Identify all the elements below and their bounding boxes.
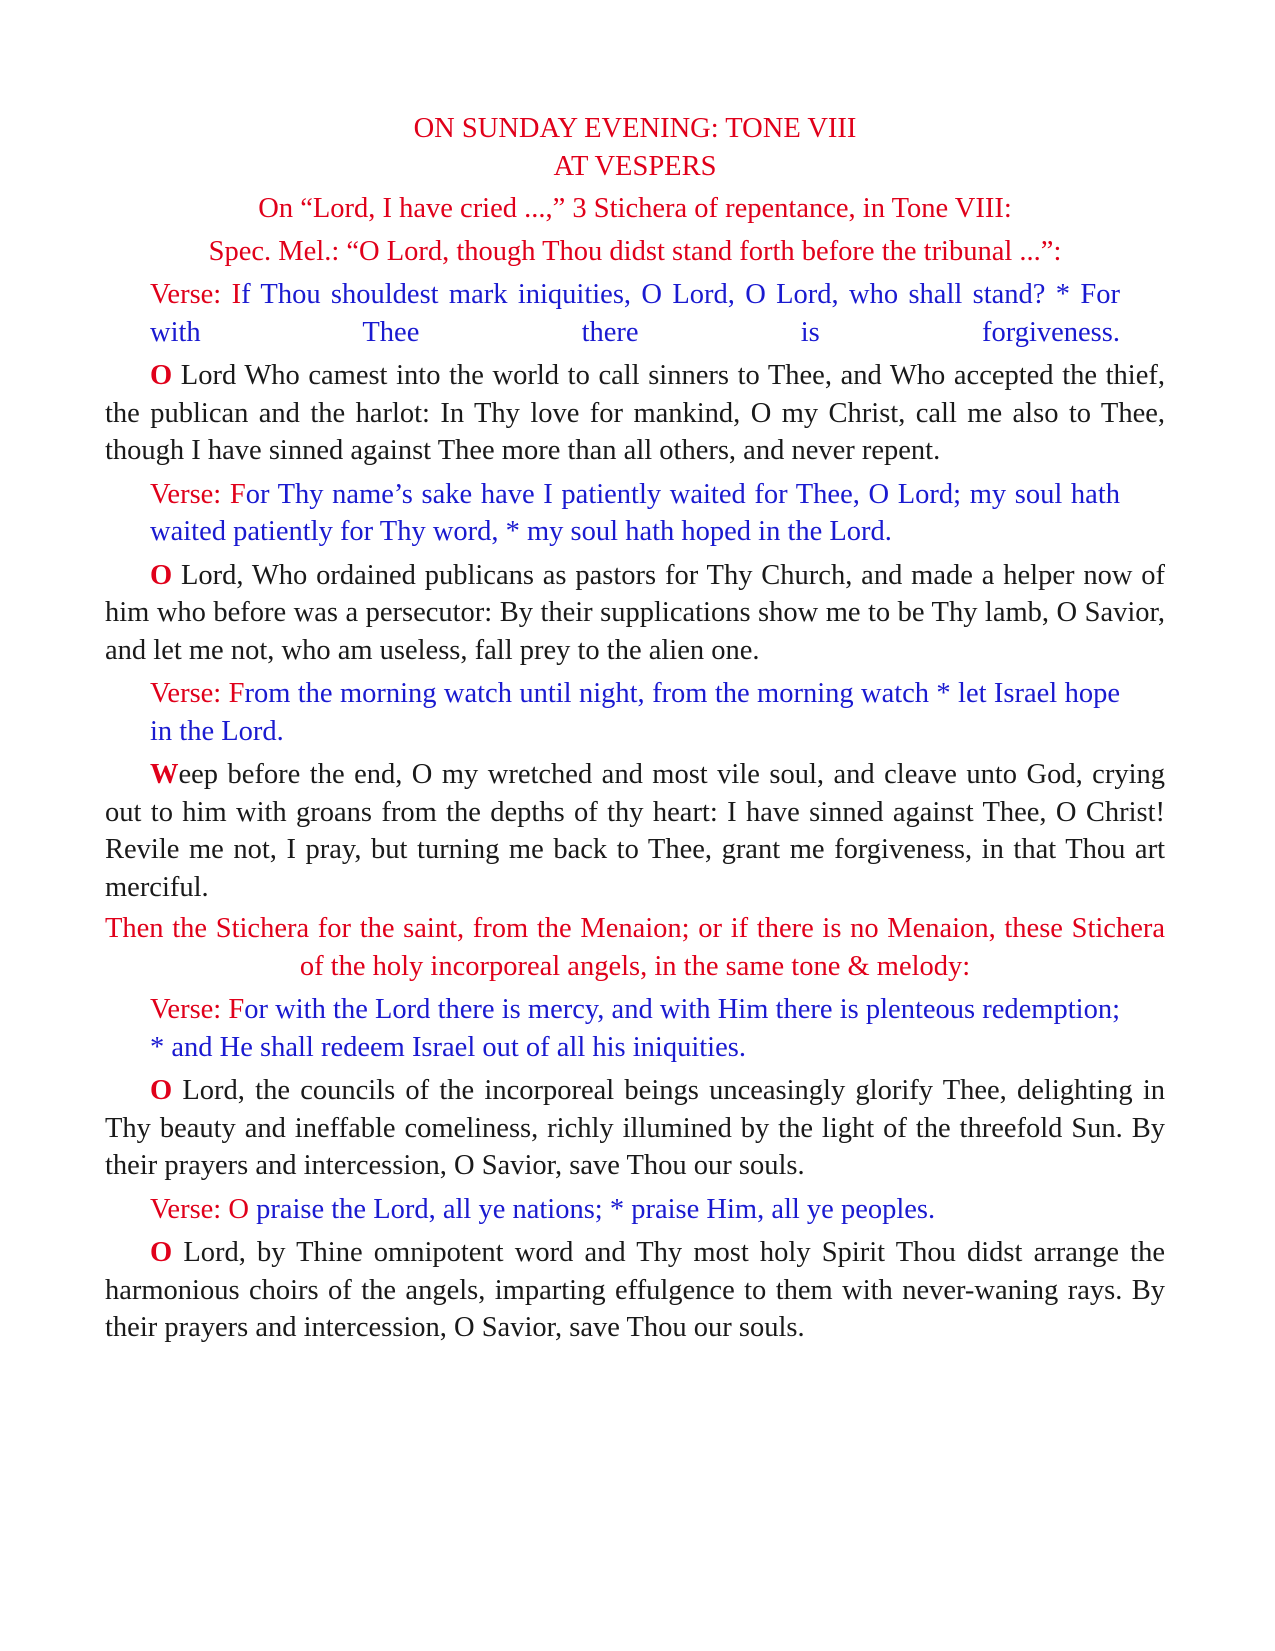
verse-text: f Thou shouldest mark iniquities, O Lord, O Lord, who shall stand? * For with Thee there is forgiveness.: [150, 279, 1120, 348]
verse-label: Verse:: [150, 478, 230, 510]
sticheron-text: Lord Who camest into the world to call sinners to Thee, and Who accepted the thief, the publican and the harlot: In Thy love for mankind, O my Christ, call me also to Thee, though I have sinned against Thee more than all others, and never repent.: [105, 360, 1165, 466]
drop-initial: O: [150, 360, 173, 391]
page-title-1: ON SUNDAY EVENING: TONE VIII: [413, 113, 857, 144]
verse-text: praise the Lord, all ye nations; * praise Him, all ye peoples.: [248, 1193, 936, 1225]
sticheron-text: Lord, the councils of the incorporeal beings unceasingly glorify Thee, delighting in Thy beauty and ineffable comeliness, richly illumined by the light of the threefold Sun. By their prayers and intercession, O Savior, save Thou our souls.: [105, 1075, 1165, 1181]
document-page: [105, 100, 1165, 1347]
sticheron-4: [105, 1072, 1165, 1185]
verse-initial: F: [229, 478, 246, 510]
verse-text: or with the Lord there is mercy, and with Him there is plenteous redemption; * and He shall redeem Israel out of all his iniquities.: [150, 994, 1120, 1063]
verse-text: or Thy name’s sake have I patiently waited for Thee, O Lord; my soul hath waited patiently for Thy word, * my soul hath hoped in the Lord.: [150, 478, 1120, 547]
verse-1: [150, 276, 1120, 351]
sticheron-text: Lord, Who ordained publicans as pastors for Thy Church, and made a helper now of him who before was a persecutor: By their supplications show me to be Thy lamb, O Savior, and let me not, who am useless, fall prey to the alien one.: [105, 559, 1165, 666]
sticheron-text: Lord, by Thine omnipotent word and Thy most holy Spirit Thou didst arrange the harmonious choirs of the angels, imparting effulgence to them with never-waning rays. By their prayers and intercession, O Savior, save Thou our souls.: [105, 1237, 1165, 1343]
verse-text: rom the morning watch until night, from the morning watch * let Israel hope in the Lord.: [150, 678, 1120, 747]
drop-initial: W: [150, 759, 179, 790]
sticheron-5: [105, 1234, 1165, 1347]
drop-initial: O: [150, 1075, 173, 1106]
verse-label: Verse:: [150, 678, 229, 709]
verse-2: [150, 476, 1120, 551]
verse-initial: F: [228, 678, 245, 709]
drop-initial: O: [150, 559, 173, 591]
sticheron-1: [105, 357, 1165, 470]
verse-label: Verse:: [150, 279, 232, 310]
verse-label: Verse:: [150, 994, 229, 1025]
verse-initial: F: [228, 994, 245, 1025]
verse-label: Verse:: [150, 1193, 229, 1225]
verse-3: [150, 675, 1120, 750]
sticheron-text: eep before the end, O my wretched and most vile soul, and cleave unto God, crying out to him with groans from the depths of thy heart: I have sinned against Thee, O Christ! Revile me not, I pray, but turning me back to Thee, grant me forgiveness, in that Thou art merciful.: [105, 759, 1165, 903]
verse-initial: I: [231, 279, 242, 310]
drop-initial: O: [150, 1237, 173, 1268]
rubric-menaion: Then the Stichera for the saint, from the Menaion; or if there is no Menaion, these Stichera of the holy incorporeal angels, in the same tone & melody:: [105, 913, 1165, 982]
verse-initial: O: [228, 1193, 249, 1225]
verse-5: [150, 1191, 1120, 1229]
rubric-special-melody: Spec. Mel.: “O Lord, though Thou didst stand forth before the tribunal ...”:: [208, 235, 1062, 267]
sticheron-2: [105, 557, 1165, 670]
rubric-lord-i-have-cried: On “Lord, I have cried ...,” 3 Stichera of repentance, in Tone VIII:: [258, 193, 1012, 224]
sticheron-3: [105, 756, 1165, 906]
verse-4: [150, 991, 1120, 1066]
page-title-2: AT VESPERS: [553, 150, 717, 182]
